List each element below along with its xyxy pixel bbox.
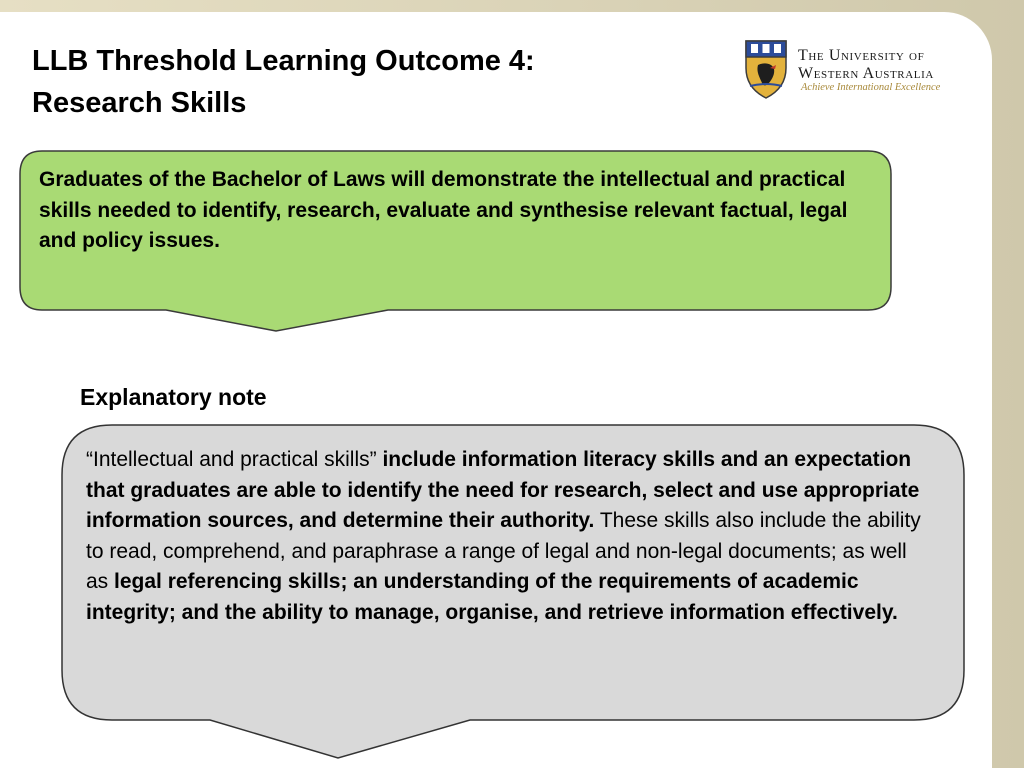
university-name-line-2: Western Australia: [798, 65, 934, 82]
explanatory-note-heading: Explanatory note: [80, 384, 267, 410]
note-segment-3: These skills also include the ability to read, comprehend, and paraphrase a range of legal and non-legal documents; as well as: [86, 509, 921, 593]
university-name: [798, 47, 934, 83]
explanatory-note-text: [86, 445, 926, 628]
title-line-2: Research Skills: [32, 87, 247, 119]
learning-outcome-callout: [18, 150, 894, 334]
note-segment-2: include information literacy skills and an expectation that graduates are able to identify the need for research, select and use appropriate information sources, and determine their authority.: [86, 448, 920, 532]
explanatory-note-callout: [60, 424, 966, 760]
university-motto: Achieve International Excellence: [801, 82, 941, 93]
university-name-line-1: The University of: [798, 47, 925, 64]
slide-title: [32, 40, 672, 124]
university-logo: [742, 38, 960, 102]
note-segment-1: “Intellectual and practical skills”: [86, 448, 383, 471]
university-crest-icon: [742, 38, 790, 100]
learning-outcome-text: Graduates of the Bachelor of Laws will demonstrate the intellectual and practical skills needed to identify, research, evaluate and synthesise relevant factual, legal and policy issues.: [39, 168, 848, 252]
note-segment-4: legal referencing skills; an understanding of the requirements of academic integrity; and the ability to manage, organise, and retrieve information effectively.: [86, 570, 898, 624]
title-line-1: LLB Threshold Learning Outcome 4:: [32, 45, 535, 77]
